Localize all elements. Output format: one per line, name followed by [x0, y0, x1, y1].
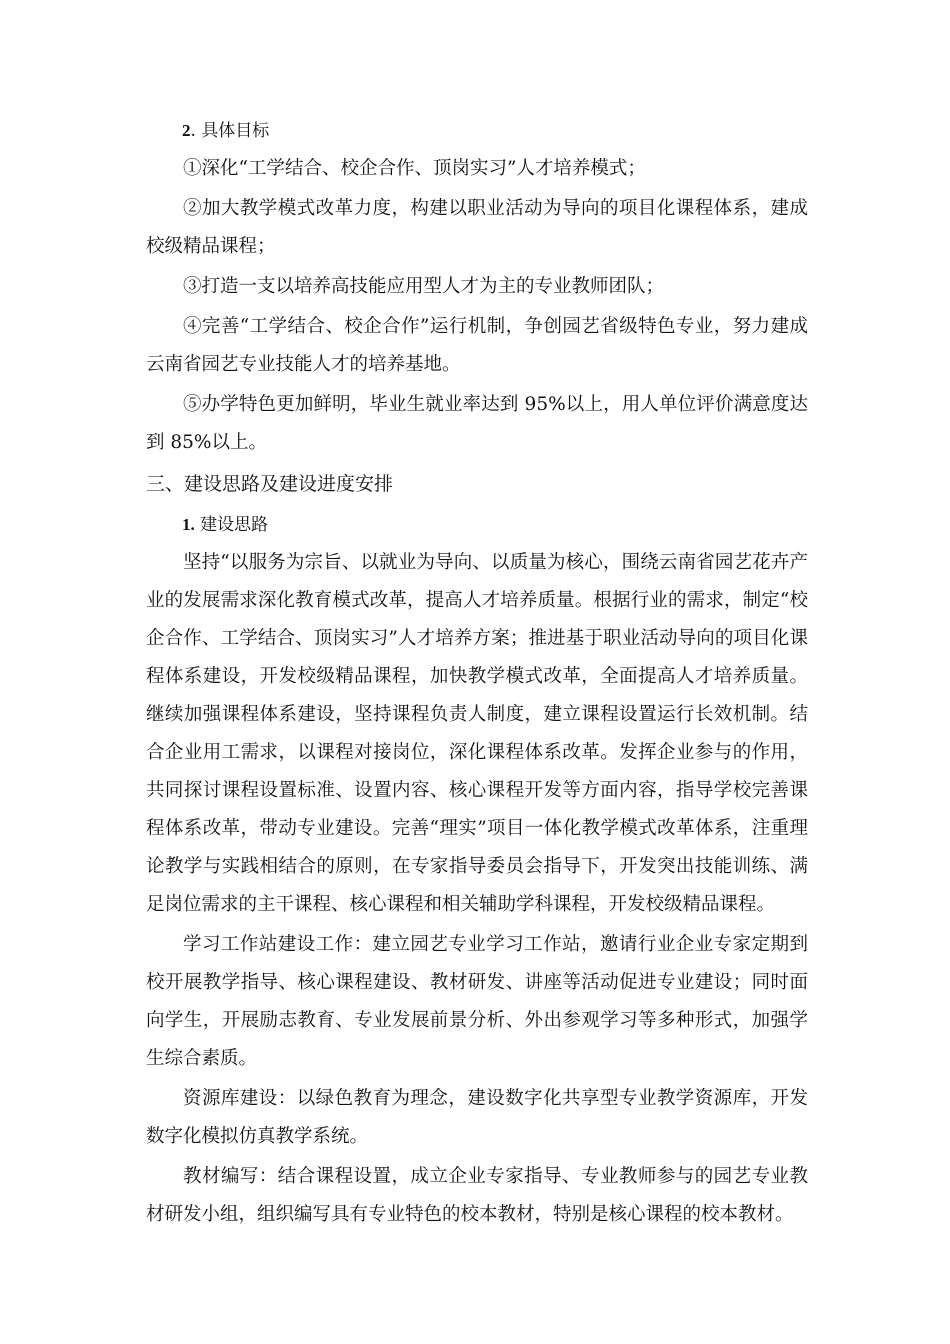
- goal-item-3: ③打造一支以培养高技能应用型人才为主的专业教师团队；: [183, 276, 665, 297]
- document-body: [146, 112, 808, 1236]
- section-heading-3: 三、建设思路及建设进度安排: [146, 473, 394, 495]
- goal-item-4: ④完善“工学结合、校企合作”运行机制，争创园艺省级特色专业，努力建成云南省园艺专业技能人才的培养基地。: [146, 316, 808, 375]
- paragraph-construction-ideas: 坚持“以服务为宗旨、以就业为导向、以质量为核心，围绕云南省园艺花卉产业的发展需求深化教育模式改革，提高人才培养质量。根据行业的需求，制定“校企合作、工学结合、顶岗实习”人才培养方案；推进基于职业活动导向的项目化课程体系建设，开发校级精品课程，加快教学模式改革，全面提高人才培养质量。继续加强课程体系建设，坚持课程负责人制度，建立课程设置运行长效机制。结合企业用工需求，以课程对接岗位，深化课程体系改革。发挥企业参与的作用，共同探讨课程设置标准、设置内容、核心课程开发等方面内容，指导学校完善课程体系改革，带动专业建设。完善“理实”项目一体化教学模式改革体系，注重理论教学与实践相结合的原则，在专家指导委员会指导下，开发突出技能训练、满足岗位需求的主干课程、核心课程和相关辅助学科课程，开发校级精品课程。: [146, 552, 808, 915]
- subheading-specific-goals: [146, 112, 808, 150]
- subheading-construction-ideas: [146, 506, 808, 544]
- goal-item-5: ⑤办学特色更加鲜明，毕业生就业率达到 95%以上，用人单位评价满意度达到 85%以上。: [146, 394, 808, 453]
- goal-item-1: ①深化“工学结合、校企合作、顶岗实习”人才培养模式；: [183, 158, 646, 179]
- paragraph-resource-library: 资源库建设：以绿色教育为理念，建设数字化共享型专业教学资源库，开发数字化模拟仿真教学系统。: [146, 1088, 808, 1147]
- paragraph-learning-workstation: 学习工作站建设工作：建立园艺专业学习工作站，邀请行业企业专家定期到校开展教学指导、核心课程建设、教材研发、讲座等活动促进专业建设；同时面向学生，开展励志教育、专业发展前景分析、外出参观学习等多种形式，加强学生综合素质。: [146, 934, 808, 1069]
- subheading-label: 建设思路: [194, 515, 269, 535]
- subheading-number: 1.: [182, 515, 195, 534]
- goal-item-2: ②加大教学模式改革力度，构建以职业活动为导向的项目化课程体系，建成校级精品课程；: [146, 198, 808, 257]
- subheading-label: . 具体目标: [190, 121, 270, 141]
- paragraph-textbook-writing: 教材编写：结合课程设置，成立企业专家指导、专业教师参与的园艺专业教材研发小组，组织编写具有专业特色的校本教材，特别是核心课程的校本教材。: [146, 1166, 808, 1225]
- subheading-number: 2: [182, 121, 191, 140]
